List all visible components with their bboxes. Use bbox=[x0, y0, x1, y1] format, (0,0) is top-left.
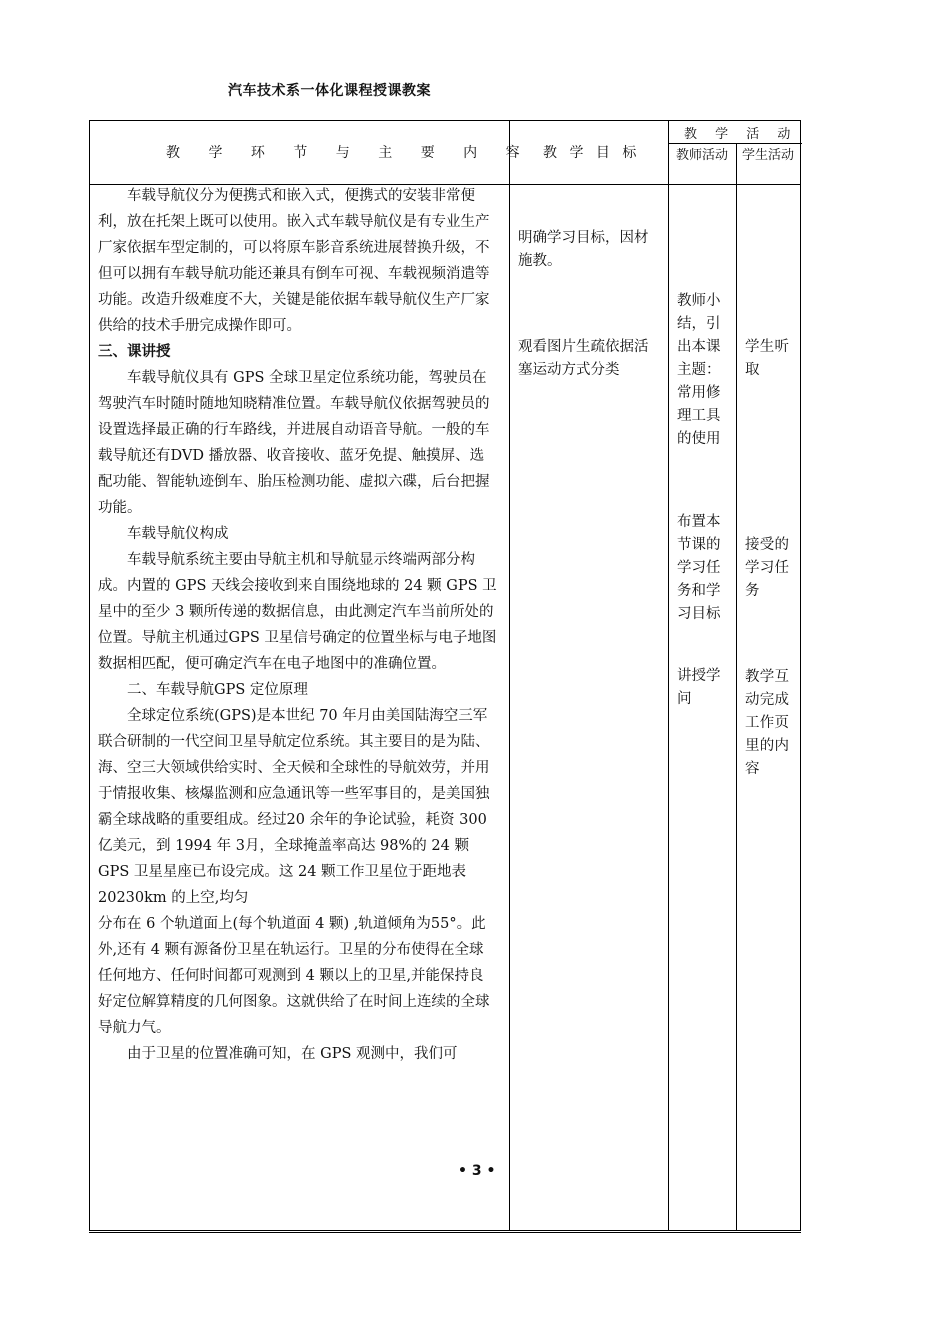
subheading-navigator-composition: 车载导航仪构成 bbox=[127, 526, 229, 542]
col-divider-content bbox=[509, 121, 510, 1230]
col-divider-student-edge bbox=[800, 121, 801, 1230]
subheading-gps-principle: 二、车载导航GPS 定位原理 bbox=[127, 682, 308, 698]
lesson-table bbox=[89, 120, 801, 1231]
teacher-activity-item: 教师小结，引出本课主题：常用修理工具的使用 bbox=[677, 293, 721, 447]
header-student-activity: 学生活动 bbox=[742, 148, 795, 163]
section-heading-lecture: 三、课讲授 bbox=[98, 344, 171, 360]
table-bottom-rule bbox=[89, 1232, 801, 1233]
objective-item: 明确学习目标，因材施教。 bbox=[518, 230, 649, 269]
paragraph-navigator-composition: 车载导航系统主要由导航主机和导航显示终端两部分构成。内置的 GPS 天线会接收到来自围绕地球的 24 颗 GPS 卫星中的至少 3 颗所传递的数据信息，由此测定汽车当前所处的位置。导航主机通过GPS 卫星信号确定的位置坐标与电子地图数据相匹配，便可确定汽车在电子地图中的准确位置。 bbox=[98, 552, 497, 672]
header-content: 教 学 环 节 与 主 要 内 容 bbox=[166, 145, 532, 161]
main-content bbox=[98, 183, 498, 1067]
student-activity-item: 接受的学习任务 bbox=[745, 537, 789, 599]
col-divider-objectives bbox=[668, 121, 669, 1230]
paragraph-navigator-functions: 车载导航仪具有 GPS 全球卫星定位系统功能，驾驶员在驾驶汽车时随时随地知晓精准位置。车载导航仪依据驾驶员的设置选择最正确的行车路线，并进展自动语音导航。一般的车载导航还有DVD 播放器、收音接收、蓝牙免提、触摸屏、选配功能、智能轨迹倒车、胎压检测功能、虚拟六碟，后台把握功能。 bbox=[98, 370, 490, 516]
header-teacher-activity: 教师活动 bbox=[676, 148, 729, 163]
document-title: 汽车技术系一体化课程授课教案 bbox=[228, 83, 431, 99]
paragraph-navigator-types: 车载导航仪分为便携式和嵌入式，便携式的安装非常便利，放在托架上既可以使用。嵌入式车载导航仪是有专业生产厂家依据车型定制的，可以将原车影音系统进展替换升级，不但可以拥有车载导航功能还兼具有倒车可视、车载视频消遣等功能。改造升级难度不大，关键是能依据车载导航仪生产厂家供给的技术手册完成操作即可。 bbox=[98, 188, 490, 334]
student-activity-item: 学生听取 bbox=[745, 339, 789, 378]
header-sub-divider bbox=[668, 143, 802, 144]
teacher-activity-item: 布置本节课的学习任务和学习目标 bbox=[677, 514, 721, 622]
teacher-activity-item: 讲授学问 bbox=[677, 668, 721, 707]
objective-item: 观看图片生疏依据活塞运动方式分类 bbox=[518, 339, 649, 378]
header-activities: 教 学 活 动 bbox=[684, 127, 798, 142]
page-number: • 3 • bbox=[458, 1163, 496, 1179]
paragraph-gps-history: 全球定位系统(GPS)是本世纪 70 年月由美国陆海空三军联合研制的一代空间卫星导航定位系统。其主要目的是为陆、海、空三大领域供给实时、全天候和全球性的导航效劳，并用于情报收集、核爆监测和应急通讯等一些军事目的，是美国独霸全球战略的重要组成。经过20 余年的争论试验，耗资 300 亿美元，到 1994 年 3月，全球掩盖率高达 98%的 24 颗 GPS 卫星星座已布设完成。这 24 颗工作卫星位于距地表 20230km 的上空,均匀 bbox=[98, 708, 490, 906]
paragraph-gps-observation: 由于卫星的位置准确可知，在 GPS 观测中，我们可 bbox=[127, 1046, 458, 1062]
student-activity-item: 教学互动完成工作页里的内容 bbox=[745, 669, 789, 777]
paragraph-gps-orbits: 分布在 6 个轨道面上(每个轨道面 4 颗) ,轨道倾角为55°。此外,还有 4 颗有源备份卫星在轨运行。卫星的分布使得在全球任何地方、任何时间都可观测到 4 颗以上的卫星,并能保持良好定位解算精度的几何图象。这就供给了在时间上连续的全球导航力气。 bbox=[98, 916, 490, 1036]
col-divider-teacher bbox=[736, 143, 737, 1230]
header-objectives: 教 学 目 标 bbox=[543, 145, 641, 161]
